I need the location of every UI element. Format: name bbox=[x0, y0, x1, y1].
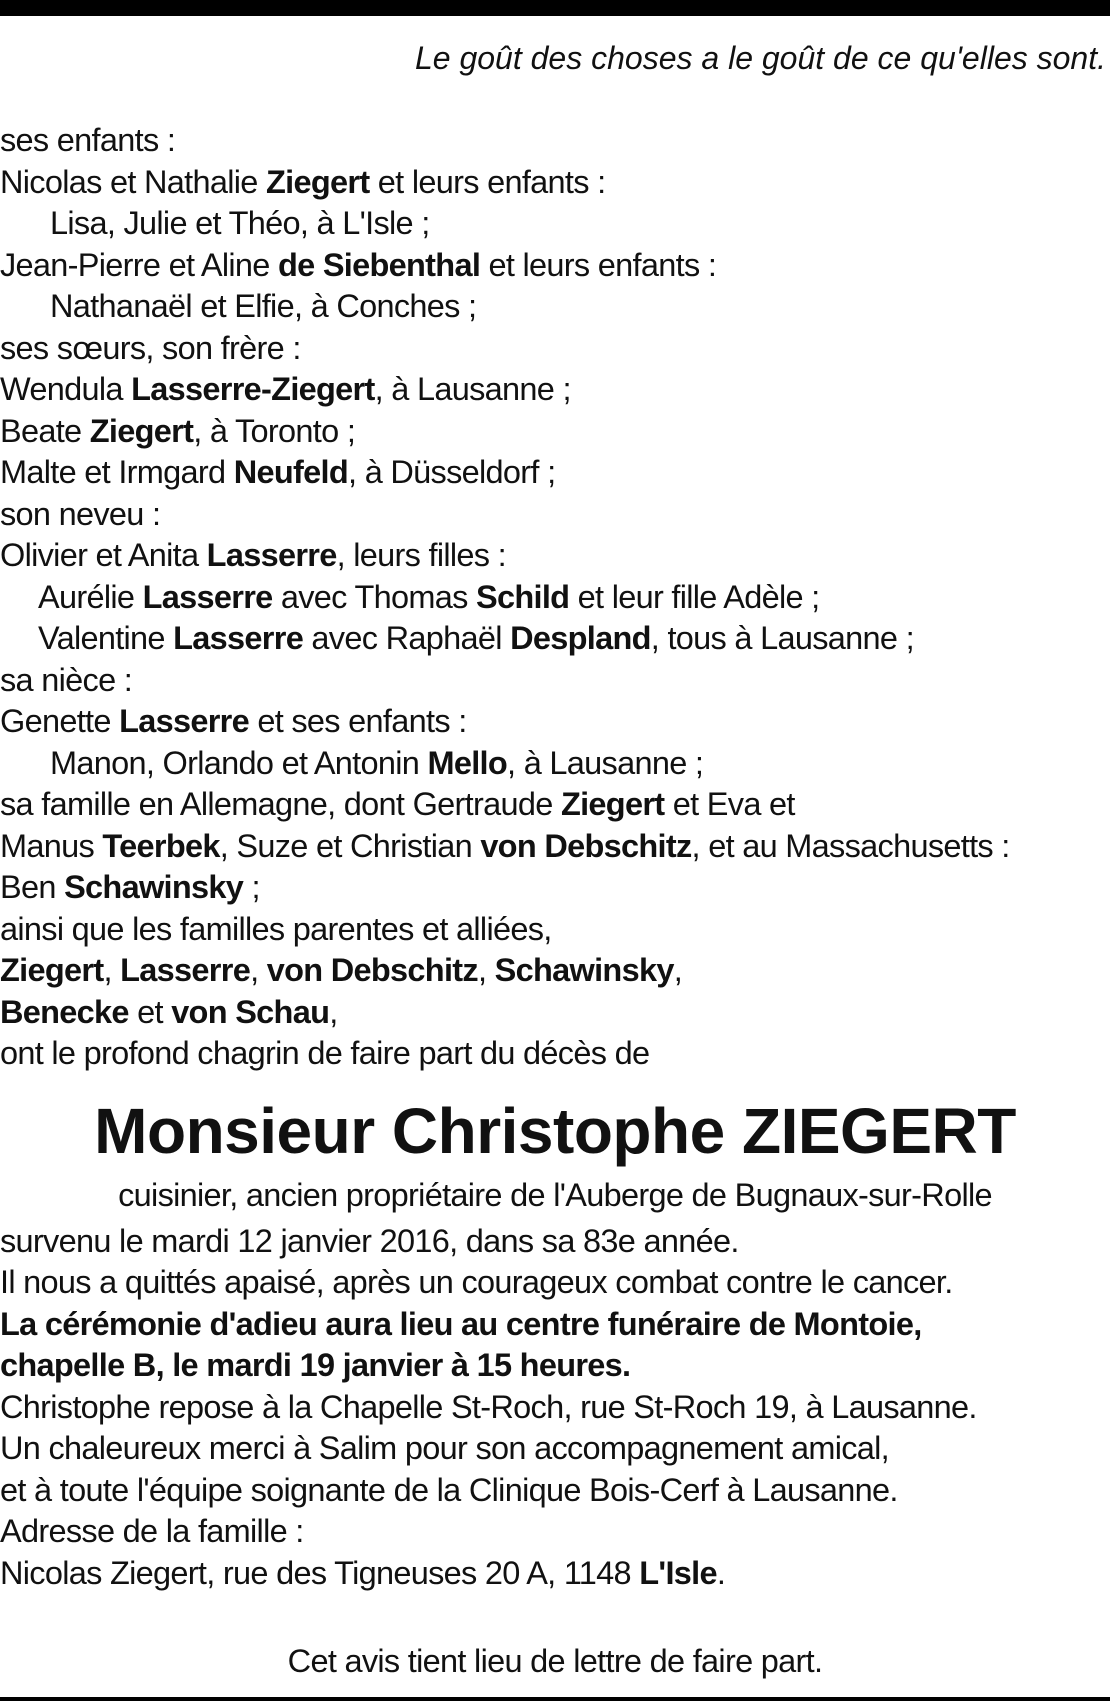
bold-name: La cérémonie d'adieu aura lieu au centre funéraire de Montoie, bbox=[0, 1305, 922, 1342]
text-segment: Nathanaël et Elfie, à Conches ; bbox=[50, 288, 477, 324]
text-line bbox=[0, 369, 1110, 411]
text-line bbox=[0, 494, 1110, 536]
text-segment: Manon, Orlando et Antonin bbox=[50, 744, 428, 781]
text-line bbox=[0, 660, 1110, 702]
occupation-line: cuisinier, ancien propriétaire de l'Auberge de Bugnaux-sur-Rolle bbox=[118, 1176, 992, 1213]
bold-name: Lasserre bbox=[173, 620, 304, 656]
text-line bbox=[0, 162, 1110, 204]
text-segment: avec Thomas bbox=[272, 578, 476, 615]
text-line bbox=[0, 826, 1110, 868]
notice-body bbox=[0, 120, 1110, 1594]
text-segment: et ses enfants : bbox=[249, 703, 467, 739]
text-line bbox=[0, 950, 1110, 992]
text-segment: , bbox=[673, 952, 683, 988]
text-segment: et à toute l'équipe soignante de la Clinique Bois-Cerf à Lausanne. bbox=[0, 1471, 898, 1508]
bold-name: Neufeld bbox=[233, 454, 349, 490]
bold-name: Teerbek bbox=[102, 827, 220, 864]
text-line bbox=[0, 701, 1110, 743]
text-line bbox=[0, 909, 1110, 951]
text-line bbox=[0, 452, 1110, 494]
text-segment: , et au Massachusetts : bbox=[691, 827, 1010, 864]
text-line bbox=[0, 1511, 1110, 1553]
text-segment: son neveu : bbox=[0, 495, 161, 532]
bold-name: Lasserre bbox=[120, 952, 251, 988]
text-segment: , bbox=[103, 952, 121, 988]
epigraph: Le goût des choses a le goût de ce qu'elles sont. bbox=[414, 40, 1106, 76]
bold-name: Despland bbox=[510, 620, 651, 656]
bold-name: Lasserre bbox=[206, 537, 337, 573]
ceremony-details bbox=[0, 1221, 1110, 1595]
text-line bbox=[0, 784, 1110, 826]
bold-name: Schawinsky bbox=[494, 952, 674, 988]
text-line bbox=[0, 1304, 1110, 1346]
text-line bbox=[0, 1428, 1110, 1470]
text-line bbox=[0, 1387, 1110, 1429]
text-line bbox=[0, 618, 1110, 660]
bold-name: Ziegert bbox=[266, 163, 370, 200]
text-segment: Beate bbox=[0, 412, 90, 449]
text-line bbox=[0, 411, 1110, 453]
text-segment: , Suze et Christian bbox=[219, 827, 481, 864]
text-line bbox=[0, 328, 1110, 370]
text-segment: , bbox=[477, 952, 495, 988]
text-line bbox=[0, 743, 1110, 785]
text-segment: Christophe repose à la Chapelle St-Roch, rue St-Roch 19, à Lausanne. bbox=[0, 1388, 977, 1425]
text-segment: , à Lausanne ; bbox=[507, 744, 704, 781]
text-segment: ses sœurs, son frère : bbox=[0, 329, 301, 366]
text-segment: Aurélie bbox=[38, 578, 143, 615]
text-segment: Valentine bbox=[38, 620, 174, 656]
bold-name: von Schau bbox=[171, 993, 330, 1030]
bold-name: Ziegert bbox=[0, 952, 104, 988]
text-segment: sa famille en Allemagne, dont Gertraude bbox=[0, 786, 561, 822]
text-segment: Jean-Pierre et Aline bbox=[0, 246, 278, 283]
text-segment: Nicolas Ziegert, rue des Tigneuses 20 A, 1148 bbox=[0, 1554, 640, 1591]
text-segment: Malte et Irmgard bbox=[0, 454, 234, 490]
text-segment: avec Raphaël bbox=[303, 620, 511, 656]
text-line bbox=[0, 1345, 1110, 1387]
text-line bbox=[0, 1221, 1110, 1263]
text-line bbox=[0, 535, 1110, 577]
bold-name: Schawinsky bbox=[64, 869, 244, 905]
bold-name: Mello bbox=[427, 744, 508, 781]
text-segment: Wendula bbox=[0, 371, 132, 407]
text-segment: Olivier et Anita bbox=[0, 537, 207, 573]
text-segment: Adresse de la famille : bbox=[0, 1513, 304, 1549]
bottom-rule bbox=[0, 1697, 1110, 1701]
text-segment: et leurs enfants : bbox=[480, 246, 717, 283]
text-segment: et leur fille Adèle ; bbox=[569, 578, 820, 615]
text-segment: , tous à Lausanne ; bbox=[650, 620, 914, 656]
text-segment: , à Toronto ; bbox=[193, 412, 356, 449]
text-line bbox=[0, 577, 1110, 619]
bold-name: Lasserre bbox=[142, 578, 273, 615]
text-segment: , à Lausanne ; bbox=[374, 371, 571, 407]
text-segment: ont le profond chagrin de faire part du décès de bbox=[0, 1035, 650, 1071]
bold-name: Benecke bbox=[0, 993, 129, 1030]
text-segment: Un chaleureux merci à Salim pour son accompagnement amical, bbox=[0, 1430, 889, 1466]
text-line bbox=[0, 1262, 1110, 1304]
text-segment: Genette bbox=[0, 703, 120, 739]
bold-name: chapelle B, le mardi 19 janvier à 15 heures. bbox=[0, 1347, 631, 1383]
bold-name: Ziegert bbox=[89, 412, 194, 449]
bold-name: Lasserre-Ziegert bbox=[131, 371, 375, 407]
text-segment: , à Düsseldorf ; bbox=[348, 454, 556, 490]
text-segment: . bbox=[716, 1554, 726, 1591]
text-segment: et bbox=[128, 993, 172, 1030]
text-line bbox=[0, 120, 1110, 162]
bold-name: L'Isle bbox=[639, 1554, 717, 1591]
text-segment: , bbox=[250, 952, 267, 988]
text-segment: sa nièce : bbox=[0, 661, 133, 698]
bold-name: von Debschitz bbox=[480, 827, 692, 864]
text-line bbox=[0, 286, 1110, 328]
text-segment: et leurs enfants : bbox=[369, 163, 606, 200]
text-segment: survenu le mardi 12 janvier 2016, dans sa 83e année. bbox=[0, 1222, 739, 1259]
deceased-name-heading: Monsieur Christophe ZIEGERT bbox=[94, 1094, 1016, 1167]
text-line bbox=[0, 1033, 1110, 1075]
text-segment: Ben bbox=[0, 869, 65, 905]
text-segment: ainsi que les familles parentes et alliées, bbox=[0, 910, 552, 947]
text-segment: Nicolas et Nathalie bbox=[0, 163, 266, 200]
text-segment: ; bbox=[243, 869, 260, 905]
text-line bbox=[0, 1470, 1110, 1512]
text-line bbox=[0, 1553, 1110, 1595]
bold-name: von Debschitz bbox=[266, 952, 478, 988]
text-line bbox=[0, 245, 1110, 287]
text-segment: et Eva et bbox=[664, 786, 795, 822]
text-segment: Manus bbox=[0, 827, 103, 864]
text-segment: ses enfants : bbox=[0, 122, 176, 158]
text-line bbox=[0, 203, 1110, 245]
text-segment: Il nous a quittés apaisé, après un courageux combat contre le cancer. bbox=[0, 1264, 953, 1300]
text-segment: , leurs filles : bbox=[336, 537, 507, 573]
top-rule bbox=[0, 0, 1110, 16]
family-list bbox=[0, 120, 1110, 1075]
text-line bbox=[0, 992, 1110, 1034]
footer-note: Cet avis tient lieu de lettre de faire part. bbox=[287, 1643, 823, 1679]
text-line bbox=[0, 867, 1110, 909]
bold-name: Ziegert bbox=[560, 786, 665, 822]
bold-name: Lasserre bbox=[119, 703, 250, 739]
bold-name: Schild bbox=[476, 578, 570, 615]
text-segment: , bbox=[329, 993, 338, 1030]
bold-name: de Siebenthal bbox=[277, 246, 481, 283]
text-segment: Lisa, Julie et Théo, à L'Isle ; bbox=[50, 205, 430, 241]
